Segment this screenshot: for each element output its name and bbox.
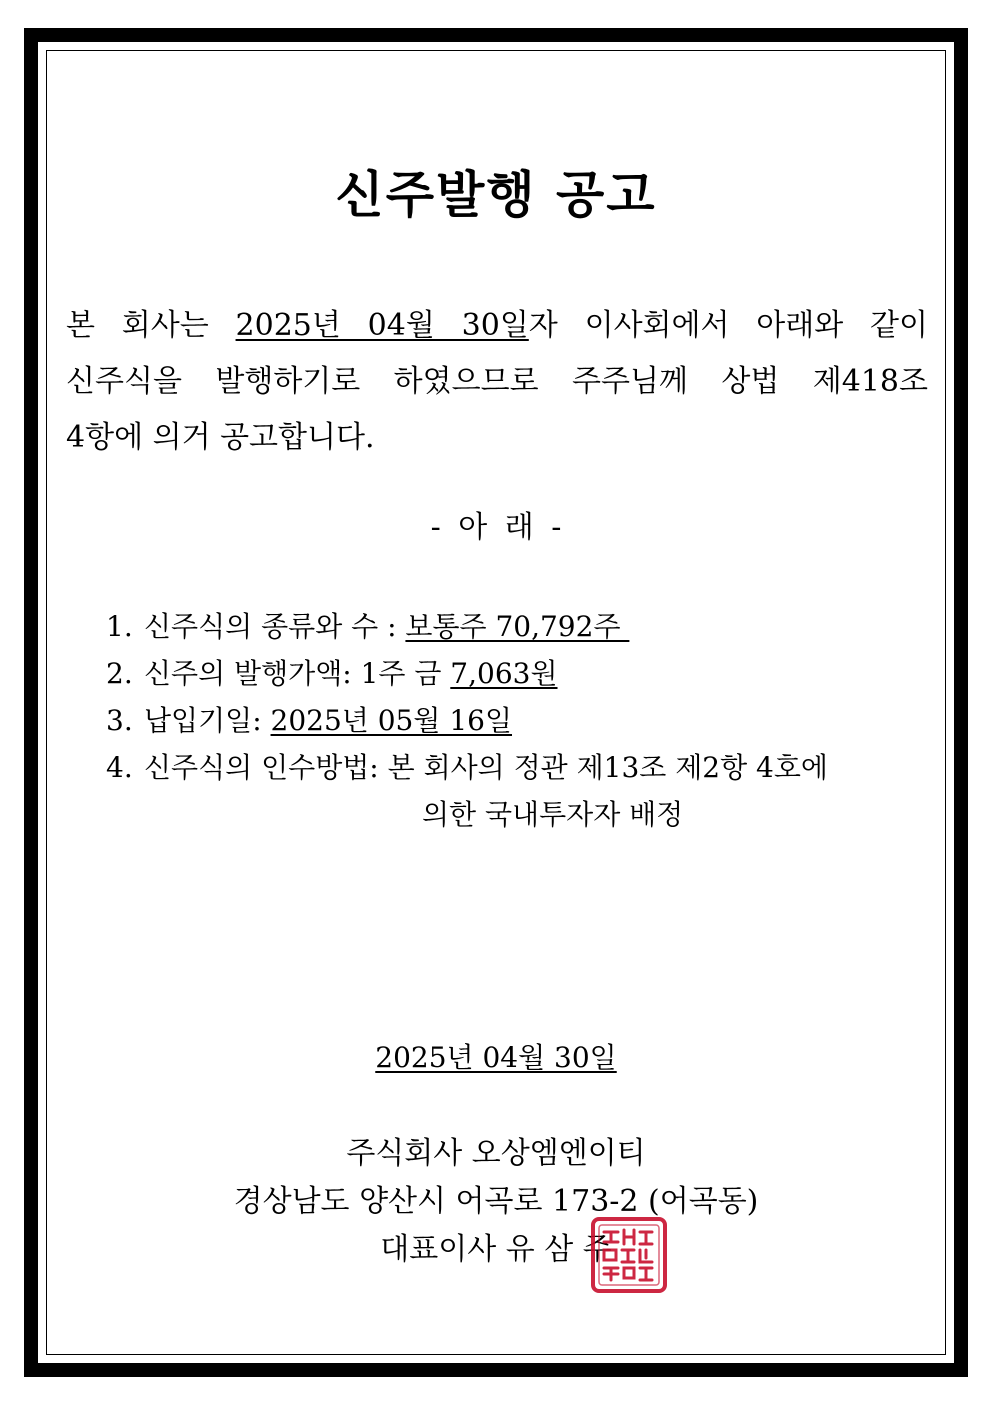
list-item-value: 보통주 70,792주 xyxy=(405,610,630,643)
intro-line-1 xyxy=(66,298,928,354)
notice-date-text: 2025년 04월 30일 xyxy=(375,1041,617,1074)
notice-date xyxy=(0,1036,992,1080)
intro-line-3: 4항에 의거 공고합니다. xyxy=(66,420,375,455)
list-item-number: 2. xyxy=(106,657,133,690)
list-item-number: 3. xyxy=(106,704,133,737)
company-address: 경상남도 양산시 어곡로 173-2 (어곡동) xyxy=(233,1184,759,1219)
intro-paragraph xyxy=(66,298,928,466)
list-item xyxy=(106,697,936,744)
intro-meeting-date: 2025년 04월 30일 xyxy=(235,308,529,343)
company-block xyxy=(0,1130,992,1274)
list-item-value: 2025년 05월 16일 xyxy=(270,704,512,737)
list-item-number: 4. xyxy=(106,751,133,784)
intro-line-1-pre: 본 회사는 xyxy=(66,308,236,343)
list-item-label: 신주식의 종류와 수 : xyxy=(144,610,406,643)
list-item xyxy=(106,650,936,697)
list-item xyxy=(106,744,936,791)
list-item xyxy=(106,603,936,650)
intro-line-1-post: 자 이사회에서 아래와 같이 xyxy=(528,308,928,343)
list-item-label: 납입기일: xyxy=(144,704,271,737)
document-title: 신주발행 공고 xyxy=(335,166,657,224)
list-item-label: 신주의 발행가액: 1주 금 xyxy=(144,657,451,690)
company-name: 주식회사 오상엠엔이티 xyxy=(346,1136,646,1171)
list-item-number: 1. xyxy=(106,610,133,643)
details-list xyxy=(106,603,936,838)
company-representative: 대표이사 유 삼 주 xyxy=(380,1232,612,1267)
intro-line-2: 신주식을 발행하기로 하였으므로 주주님께 상법 제418조 xyxy=(66,364,928,399)
sub-heading: - 아 래 - xyxy=(430,510,562,545)
list-item-label: 신주식의 인수방법: 본 회사의 정관 제13조 제2항 4호에 xyxy=(144,751,828,784)
list-item-continuation: 의한 국내투자자 배정 xyxy=(422,798,684,831)
list-item-value: 7,063원 xyxy=(450,657,558,690)
company-seal-icon xyxy=(590,1216,668,1294)
